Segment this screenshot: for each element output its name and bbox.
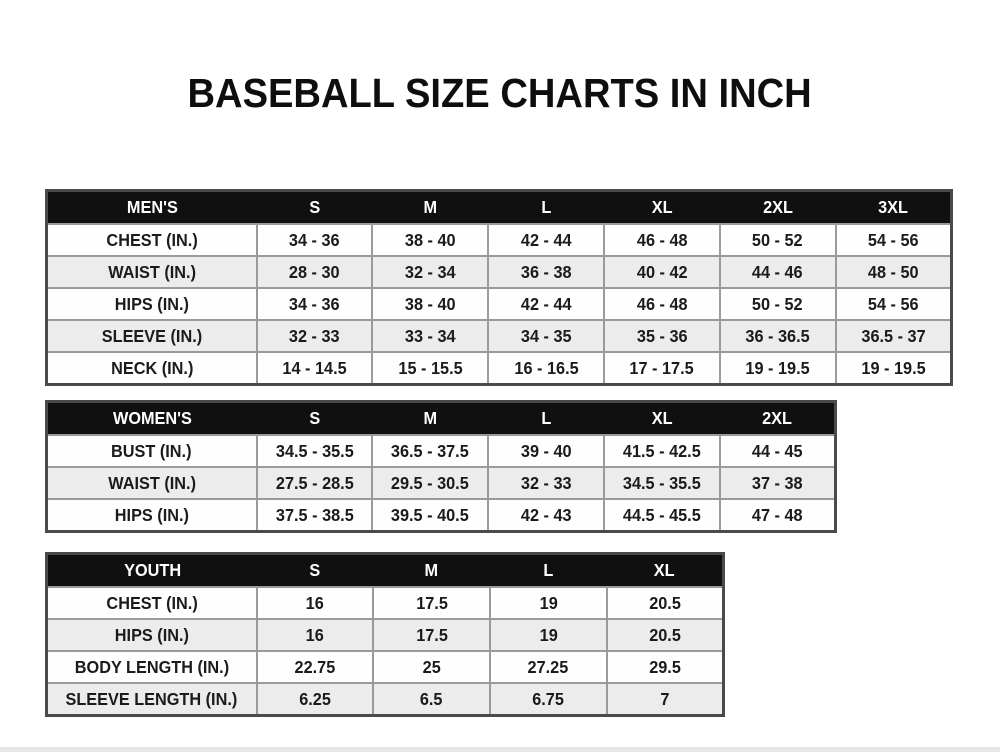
measurement-label: BUST (IN.) xyxy=(111,440,192,461)
size-column-label: 2XL xyxy=(761,408,792,428)
size-value-cell xyxy=(372,224,488,256)
measurement-row xyxy=(47,467,836,499)
size-value-cell xyxy=(372,320,488,352)
row-label-cell xyxy=(47,499,257,532)
size-value: 16 - 16.5 xyxy=(513,357,579,378)
size-value-cell xyxy=(604,256,720,288)
measurement-row xyxy=(47,224,952,256)
size-value: 19 xyxy=(539,592,558,613)
size-value-cell xyxy=(836,320,952,352)
size-value-cell xyxy=(257,320,373,352)
size-value-cell xyxy=(836,224,952,256)
size-value: 46 - 48 xyxy=(636,293,688,314)
measurement-label: HIPS (IN.) xyxy=(114,504,189,525)
size-value-cell xyxy=(488,467,604,499)
size-value: 50 - 52 xyxy=(752,229,804,250)
youth-table-title-cell xyxy=(47,554,257,588)
size-column-label: 2XL xyxy=(762,197,793,217)
size-value-cell xyxy=(607,619,724,651)
size-value: 28 - 30 xyxy=(289,261,340,282)
measurement-label: CHEST (IN.) xyxy=(106,592,198,613)
size-value-cell xyxy=(488,288,604,320)
size-column-label: S xyxy=(309,560,321,580)
size-value-cell xyxy=(490,619,607,651)
measurement-row xyxy=(47,683,724,716)
size-value-cell xyxy=(257,256,373,288)
size-value: 38 - 40 xyxy=(404,293,456,314)
size-value: 54 - 56 xyxy=(867,229,919,250)
size-column-header xyxy=(607,554,724,588)
size-value-cell xyxy=(257,587,374,619)
measurement-label: NECK (IN.) xyxy=(110,357,193,378)
size-value-cell xyxy=(836,288,952,320)
size-value-cell xyxy=(373,619,490,651)
measurement-row xyxy=(47,256,952,288)
measurement-label: WAIST (IN.) xyxy=(107,261,196,282)
size-value: 20.5 xyxy=(649,592,681,613)
size-value: 50 - 52 xyxy=(752,293,804,314)
measurement-row xyxy=(47,587,724,619)
size-value-cell xyxy=(257,499,373,532)
size-value: 46 - 48 xyxy=(636,229,688,250)
youth-header-row xyxy=(47,554,724,588)
row-label-cell xyxy=(47,587,257,619)
size-value: 32 - 33 xyxy=(520,472,572,493)
size-value-cell xyxy=(490,651,607,683)
mens-size-table xyxy=(45,189,953,386)
row-label-cell xyxy=(47,467,257,499)
size-value: 44 - 46 xyxy=(752,261,804,282)
size-value-cell xyxy=(720,224,836,256)
size-value: 17.5 xyxy=(415,624,448,645)
measurement-row xyxy=(47,288,952,320)
size-column-header xyxy=(720,402,836,436)
size-value-cell xyxy=(373,587,490,619)
size-value-cell xyxy=(372,256,488,288)
size-value-cell xyxy=(488,256,604,288)
measurement-label: HIPS (IN.) xyxy=(114,624,189,645)
size-value: 40 - 42 xyxy=(636,261,688,282)
size-column-label: XL xyxy=(653,560,675,580)
size-value-cell xyxy=(720,256,836,288)
size-value: 32 - 34 xyxy=(404,261,456,282)
size-value: 44 - 45 xyxy=(752,440,803,461)
size-value: 35 - 36 xyxy=(636,325,688,346)
size-value-cell xyxy=(490,587,607,619)
size-value-cell xyxy=(257,683,374,716)
measurement-label: SLEEVE LENGTH (IN.) xyxy=(65,688,238,709)
measurement-label: WAIST (IN.) xyxy=(107,472,196,493)
size-value: 14 - 14.5 xyxy=(282,357,347,378)
size-column-header xyxy=(257,402,373,436)
size-column-label: S xyxy=(308,408,320,428)
size-value-cell xyxy=(490,683,607,716)
size-value: 15 - 15.5 xyxy=(398,357,463,378)
size-value: 54 - 56 xyxy=(867,293,919,314)
size-value: 27.5 - 28.5 xyxy=(275,472,354,493)
size-value-cell xyxy=(257,224,373,256)
size-column-label: M xyxy=(423,408,437,428)
size-column-header xyxy=(604,191,720,225)
size-column-label: M xyxy=(424,560,439,580)
row-label-cell xyxy=(47,683,257,716)
size-column-label: L xyxy=(543,560,554,580)
row-label-cell xyxy=(47,619,257,651)
size-value: 20.5 xyxy=(649,624,681,645)
measurement-row xyxy=(47,320,952,352)
size-value: 42 - 44 xyxy=(520,229,572,250)
size-value-cell xyxy=(257,467,373,499)
size-value: 19 xyxy=(539,624,558,645)
size-column-header xyxy=(720,191,836,225)
size-column-label: L xyxy=(541,408,551,428)
table-title-label: WOMEN'S xyxy=(112,408,192,428)
size-value-cell xyxy=(604,224,720,256)
size-value: 36.5 - 37 xyxy=(861,325,926,346)
row-label-cell xyxy=(47,651,257,683)
measurement-row xyxy=(47,435,836,467)
measurement-row xyxy=(47,352,952,385)
size-value: 22.75 xyxy=(294,656,336,677)
size-value: 7 xyxy=(660,688,670,709)
row-label-cell xyxy=(47,288,257,320)
size-value-cell xyxy=(607,651,724,683)
size-value: 34.5 - 35.5 xyxy=(275,440,354,461)
size-value: 38 - 40 xyxy=(404,229,456,250)
size-value-cell xyxy=(373,683,490,716)
size-value-cell xyxy=(257,352,373,385)
size-value-cell xyxy=(373,651,490,683)
page-title-text: BASEBALL SIZE CHARTS IN INCH xyxy=(187,70,813,116)
size-column-header xyxy=(490,554,607,588)
size-value: 25 xyxy=(422,656,441,677)
size-value-cell xyxy=(836,352,952,385)
size-value-cell xyxy=(604,288,720,320)
size-value: 6.5 xyxy=(420,688,443,709)
size-value-cell xyxy=(488,352,604,385)
measurement-row xyxy=(47,499,836,532)
size-column-header xyxy=(257,554,374,588)
size-value-cell xyxy=(488,320,604,352)
size-value: 42 - 44 xyxy=(520,293,572,314)
size-value-cell xyxy=(257,651,374,683)
womens-table-title-cell xyxy=(47,402,257,436)
size-value-cell xyxy=(720,288,836,320)
size-value: 19 - 19.5 xyxy=(861,357,926,378)
size-value: 33 - 34 xyxy=(404,325,456,346)
measurement-label: HIPS (IN.) xyxy=(114,293,189,314)
mens-table-title-cell xyxy=(47,191,257,225)
size-value: 29.5 xyxy=(649,656,681,677)
size-value-cell xyxy=(604,499,720,532)
size-value: 34 - 36 xyxy=(289,293,340,314)
size-value: 39.5 - 40.5 xyxy=(391,504,470,525)
size-value-cell xyxy=(720,320,836,352)
row-label-cell xyxy=(47,352,257,385)
size-column-header xyxy=(488,402,604,436)
size-value-cell xyxy=(720,499,836,532)
size-column-label: 3XL xyxy=(877,197,908,217)
measurement-row xyxy=(47,619,724,651)
size-value-cell xyxy=(604,467,720,499)
size-value-cell xyxy=(372,288,488,320)
size-value: 36 - 36.5 xyxy=(745,325,810,346)
row-label-cell xyxy=(47,256,257,288)
size-value-cell xyxy=(257,288,373,320)
size-value: 41.5 - 42.5 xyxy=(622,440,701,461)
row-label-cell xyxy=(47,435,257,467)
size-column-header xyxy=(257,191,373,225)
size-column-label: S xyxy=(308,197,320,217)
size-value: 16 xyxy=(305,624,324,645)
womens-size-table xyxy=(45,400,837,533)
size-column-header xyxy=(604,402,720,436)
measurement-label: BODY LENGTH (IN.) xyxy=(74,656,229,677)
size-column-header xyxy=(836,191,952,225)
size-value-cell xyxy=(372,435,488,467)
size-value: 34 - 36 xyxy=(289,229,340,250)
size-value: 36.5 - 37.5 xyxy=(391,440,470,461)
size-value: 6.25 xyxy=(299,688,331,709)
size-value-cell xyxy=(604,435,720,467)
size-value: 47 - 48 xyxy=(752,504,803,525)
size-value-cell xyxy=(372,352,488,385)
size-column-header xyxy=(488,191,604,225)
size-value: 19 - 19.5 xyxy=(745,357,810,378)
size-value: 27.25 xyxy=(528,656,569,677)
size-value: 44.5 - 45.5 xyxy=(622,504,701,525)
size-column-label: M xyxy=(423,197,438,217)
womens-header-row xyxy=(47,402,836,436)
size-value-cell xyxy=(720,435,836,467)
size-column-header xyxy=(372,402,488,436)
size-value: 39 - 40 xyxy=(520,440,572,461)
size-value: 16 xyxy=(305,592,324,613)
size-value-cell xyxy=(604,352,720,385)
size-value: 6.75 xyxy=(532,688,565,709)
measurement-label: CHEST (IN.) xyxy=(106,229,198,250)
size-value: 37 - 38 xyxy=(752,472,803,493)
table-title-label: MEN'S xyxy=(126,197,178,217)
measurement-row xyxy=(47,651,724,683)
size-value-cell xyxy=(257,435,373,467)
size-value-cell xyxy=(720,467,836,499)
size-value: 34.5 - 35.5 xyxy=(622,472,701,493)
size-value-cell xyxy=(488,499,604,532)
size-value-cell xyxy=(836,256,952,288)
page-title xyxy=(0,70,1000,117)
size-value: 36 - 38 xyxy=(520,261,572,282)
size-value-cell xyxy=(257,619,374,651)
size-value-cell xyxy=(488,224,604,256)
size-value-cell xyxy=(720,352,836,385)
size-column-header xyxy=(373,554,490,588)
size-value-cell xyxy=(604,320,720,352)
size-value-cell xyxy=(488,435,604,467)
size-value: 29.5 - 30.5 xyxy=(391,472,470,493)
size-value: 32 - 33 xyxy=(289,325,340,346)
size-column-header xyxy=(372,191,488,225)
size-value: 42 - 43 xyxy=(520,504,572,525)
row-label-cell xyxy=(47,320,257,352)
size-value-cell xyxy=(372,467,488,499)
size-value: 34 - 35 xyxy=(520,325,572,346)
bottom-edge-shadow xyxy=(0,747,1000,752)
size-value-cell xyxy=(607,587,724,619)
size-value: 17 - 17.5 xyxy=(629,357,695,378)
size-value: 37.5 - 38.5 xyxy=(275,504,354,525)
size-value-cell xyxy=(607,683,724,716)
mens-header-row xyxy=(47,191,952,225)
size-column-label: XL xyxy=(651,197,673,217)
table-title-label: YOUTH xyxy=(123,560,181,580)
size-value: 17.5 xyxy=(415,592,448,613)
youth-size-table xyxy=(45,552,725,717)
size-value: 48 - 50 xyxy=(867,261,919,282)
size-value-cell xyxy=(372,499,488,532)
size-column-label: L xyxy=(541,197,552,217)
measurement-label: SLEEVE (IN.) xyxy=(101,325,202,346)
size-column-label: XL xyxy=(651,408,673,428)
row-label-cell xyxy=(47,224,257,256)
